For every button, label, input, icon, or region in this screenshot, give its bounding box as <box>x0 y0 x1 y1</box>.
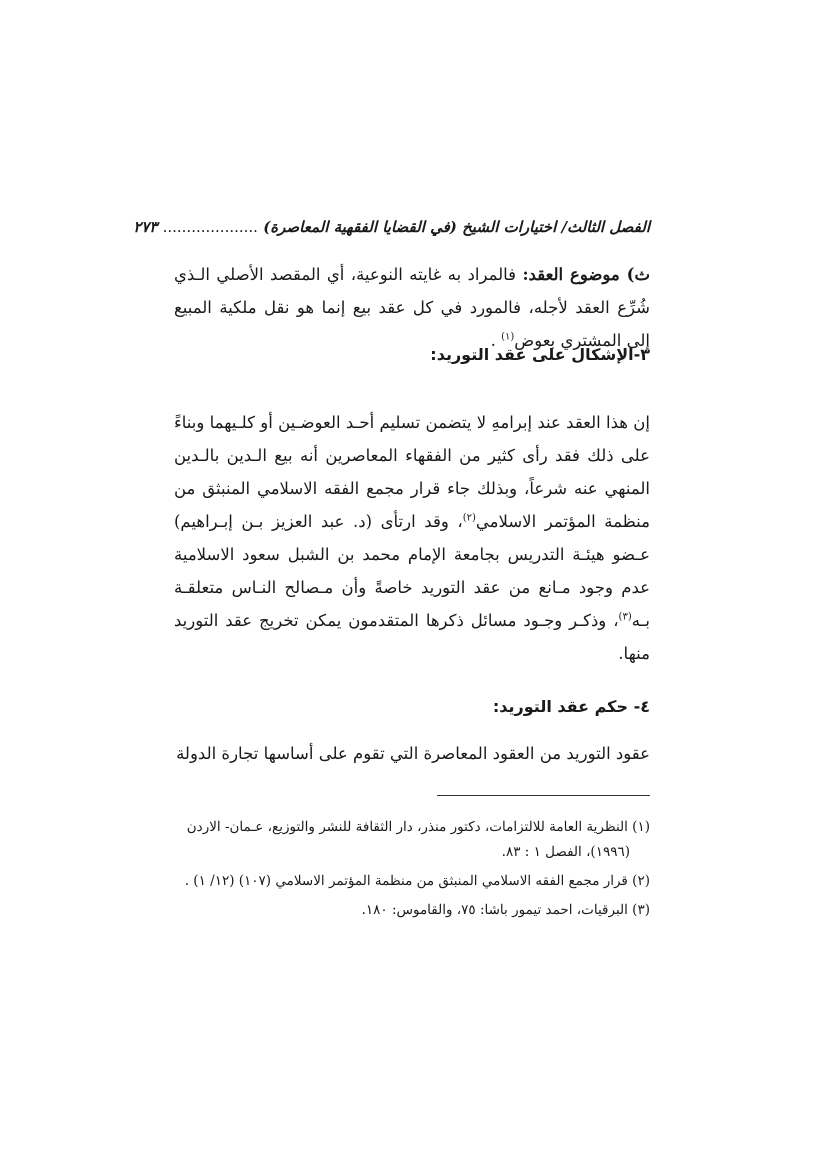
page-number: ٢٧٣ <box>133 218 158 236</box>
footnotes <box>174 815 650 927</box>
paragraph-ruling: عقود التوريد من العقود المعاصرة التي تقوم على أساسها تجارة الدولة <box>176 744 650 763</box>
section-heading-3: ٣-الإشكال على عقد التوريد: <box>430 345 650 364</box>
footnote-ref-3: (٣) <box>618 611 632 623</box>
header-dots: .................... <box>162 218 258 236</box>
paragraph-part-3: ، وذكـر وجـود مسائل ذكرها المتقدمون يمكن تخريج عقد التوريد منها. <box>174 611 650 663</box>
footnote-ref-2: (٢) <box>462 512 476 524</box>
paragraph-text: فالمراد به غايته النوعية، أي المقصد الأصلي الـذي شُرِّع العقد لأجله، فالمورد في كل عقد بيع إنما هو نقل ملكية المبيع إلى المشتري بعوض <box>174 265 650 350</box>
running-header <box>133 214 650 240</box>
paragraph-end: . <box>490 331 502 350</box>
footnote-separator <box>437 795 650 796</box>
paragraph-part-1: إن هذا العقد عند إبرامهِ لا يتضمن تسليم أحـد العوضـين أو كلـيهما وبناءً على ذلك فقد رأى كثير من الفقهاء المعاصرين أنه بيع الـدين بالـدين المنهي عنه شرعاً، وبذلك جاء قرار مجمع الفقه الاسلامي المنبثق من منظمة المؤتمر الاسلامي <box>174 413 650 531</box>
paragraph-part-2: ، وقد ارتأى (د. عبد العزيز بـن إبـراهيم) عـضو هيئـة التدريس بجامعة الإمام محمد بن الشبل سعود الاسلامية عدم وجود مـانع من عقد التوريد خاصةً وأن مـصالح النـاس متعلقـة بـه <box>174 512 650 630</box>
footnote-1-line-1: (١) النظرية العامة للالتزامات، دكتور منذر، دار الثقافة للنشر والتوزيع، عـمان- الاردن <box>186 819 650 835</box>
footnote-3: (٣) البرقيات، احمد تيمور باشا: ٧٥، والقاموس: ١٨٠. <box>361 902 650 918</box>
section-heading-4: ٤- حكم عقد التوريد: <box>492 697 650 716</box>
paragraph-problem <box>174 406 650 670</box>
chapter-title: الفصل الثالث/ اختيارات الشيخ (في القضايا الفقهية المعاصرة) <box>263 218 650 236</box>
footnote-1-line-2: (١٩٩٦)، الفصل ١ : ٨٣. <box>501 844 630 860</box>
footnote-ref-1: (١) <box>501 331 515 343</box>
paragraph-lead: ث) موضوع العقد: <box>522 265 650 284</box>
footnote-1 <box>174 815 650 865</box>
footnote-2: (٢) قرار مجمع الفقه الاسلامي المنبثق من منظمة المؤتمر الاسلامي (١٠٧) (١٢/ ١) . <box>184 873 650 889</box>
